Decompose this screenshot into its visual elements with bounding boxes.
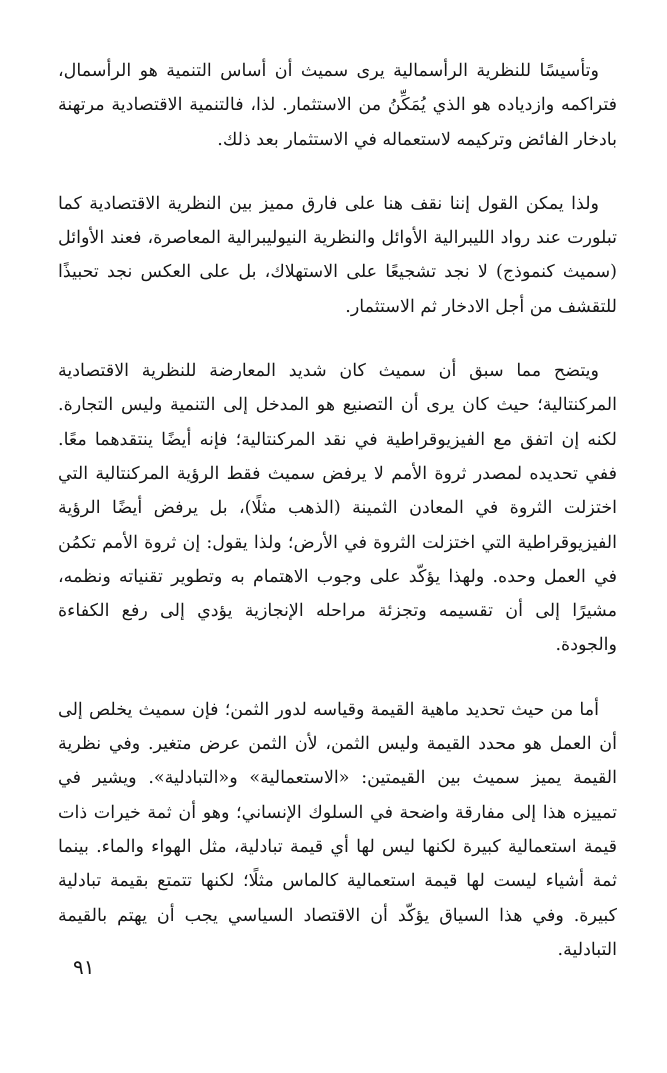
page-number: ٩١	[73, 955, 95, 979]
paragraph-1: وتأسيسًا للنظرية الرأسمالية يرى سميث أن أساس التنمية هو الرأسمال، فتراكمه وازدياده هو الذي يُمَكِّنُ من الاستثمار. لذا، فالتنمية الاقتصادية مرتهنة بادخار الفائض وتركيمه لاستعماله في الاستثمار بعد ذلك.	[58, 61, 617, 150]
paragraph-2: ولذا يمكن القول إننا نقف هنا على فارق مميز بين النظرية الاقتصادية كما تبلورت عند رواد الليبرالية الأوائل والنظرية النيوليبرالية المعاصرة، فعند الأوائل (سميث كنموذج) لا نجد تشجيعًا على الاستهلاك، بل على العكس نجد تحبيذًا للتقشف من أجل الادخار ثم الاستثمار.	[58, 193, 617, 317]
paragraph-4: أما من حيث تحديد ماهية القيمة وقياسه لدور الثمن؛ فإن سميث يخلص إلى أن العمل هو محدد القيمة وليس الثمن، لأن الثمن عرض متغير. وفي نظرية القيمة يميز سميث بين القيمتين: «الاستعمالية» و«التبادلية». ويشير في تمييزه هذا إلى مفارقة واضحة في السلوك الإنساني؛ وهو أن ثمة خيرات ذات قيمة استعمالية كبيرة لكنها ليس لها أي قيمة تبادلية، مثل الهواء والماء. بينما ثمة أشياء ليست لها قيمة استعمالية كالماس مثلًا؛ لكنها تتمتع بقيمة تبادلية كبيرة. وفي هذا السياق يؤكّد أن الاقتصاد السياسي يجب أن يهتم بالقيمة التبادلية.	[58, 699, 617, 960]
paragraph-3: ويتضح مما سبق أن سميث كان شديد المعارضة للنظرية الاقتصادية المركنتالية؛ حيث كان يرى أن التصنيع هو المدخل إلى التنمية وليس التجارة. لكنه إن اتفق مع الفيزيوقراطية في نقد المركنتالية؛ فإنه أيضًا ينتقدهما معًا. ففي تحديده لمصدر ثروة الأمم لا يرفض سميث فقط الرؤية المركنتالية التي اختزلت الثروة في المعادن الثمينة (الذهب مثلًا)، بل يرفض أيضًا الرؤية الفيزيوقراطية التي اختزلت الثروة في الأرض؛ ولذا يقول: إن ثروة الأمم تكمُن في العمل وحده. ولهذا يؤكّد على وجوب الاهتمام به وتطوير تقنياته ونظمه، مشيرًا إلى أن تقسيمه وتجزئة مراحله الإنجازية يؤدي إلى رفع الكفاءة والجودة.	[58, 361, 617, 656]
page-body	[58, 54, 617, 967]
